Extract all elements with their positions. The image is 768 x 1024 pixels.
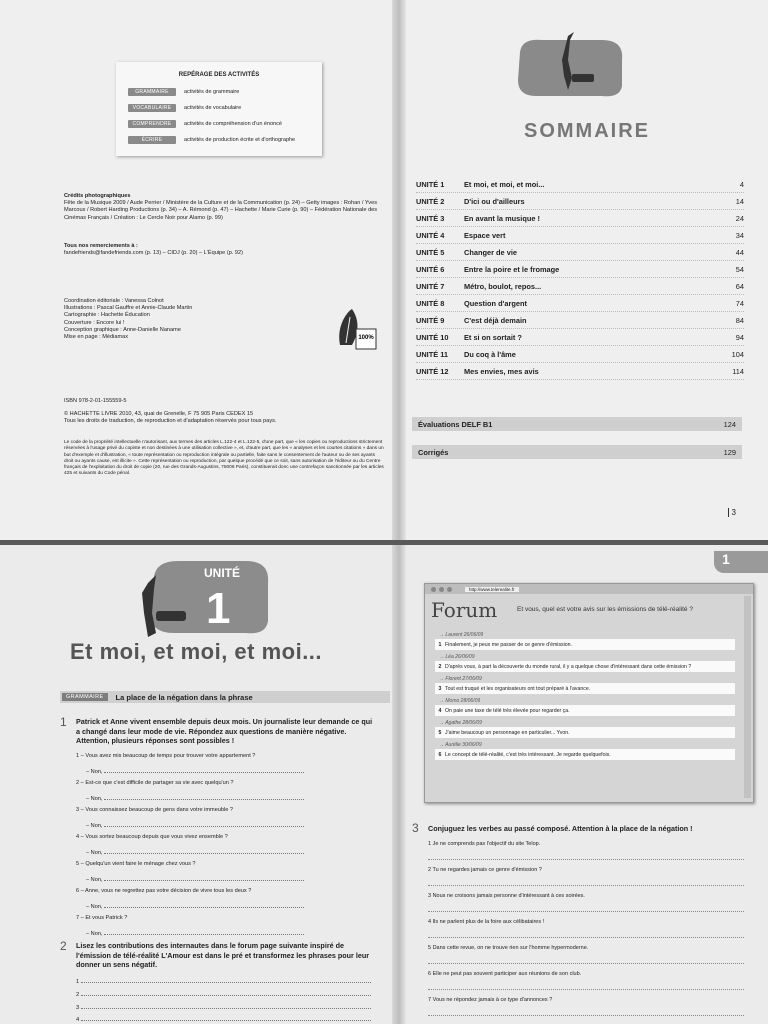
toc-page: 34: [735, 230, 744, 240]
toc-name: Mes envies, mes avis: [464, 366, 539, 376]
answer-prefix: – Non,: [86, 850, 103, 856]
question: 4 – Vous sortez beaucoup depuis que vous vivez ensemble ?: [76, 834, 228, 840]
post-author: → Léa 26/06/09: [439, 654, 475, 660]
answer-line[interactable]: [76, 1003, 371, 1011]
book-gutter: [392, 0, 406, 540]
credits-heading: Crédits photographiques: [64, 193, 131, 199]
post-author: → Laurent 26/06/09: [439, 632, 484, 638]
toc-name: Du coq à l'âme: [464, 349, 516, 359]
legend-badge: VOCABULAIRE: [128, 104, 176, 112]
answer-dots: [104, 767, 304, 773]
answer-dots: [104, 848, 304, 854]
sommaire-page: [406, 0, 768, 540]
staff-line: Cartographie : Hachette Éducation: [64, 312, 150, 319]
toc-row[interactable]: [416, 210, 744, 227]
legend-badge: ÉCRIRE: [128, 136, 176, 144]
staff-line: Illustrations : Pascal Gauffre et Annie-Claude Martin: [64, 305, 193, 312]
toc-name: Espace vert: [464, 230, 506, 240]
exercise-number: 2: [60, 939, 67, 953]
question: 2 – Est-ce que c'est difficile de partager sa vie avec quelqu'un ?: [76, 780, 234, 786]
scrollbar[interactable]: [744, 596, 751, 798]
post-text: Tout est truqué et les organisateurs ont tout préparé à l'avance.: [445, 685, 591, 692]
question: 6 – Anne, vous ne regrettez pas votre décision de vivre tous les deux ?: [76, 888, 252, 894]
question: 7 – Et vous Patrick ?: [76, 915, 128, 921]
staff-line: Mise en page : Médiamax: [64, 334, 129, 341]
unit-badge: UNITÉ: [204, 566, 240, 580]
answer-line[interactable]: [428, 989, 744, 990]
post-author: → Florent 27/06/09: [439, 676, 482, 682]
exercise-number: 1: [60, 715, 67, 729]
answer-line[interactable]: [76, 1015, 371, 1023]
answer-dots: [81, 990, 371, 996]
staff-list: [64, 298, 334, 341]
answer-dots: [81, 1003, 371, 1009]
forum-post: [435, 639, 735, 650]
line-number: 2: [76, 992, 80, 998]
legend-row: [128, 102, 316, 114]
answer-line[interactable]: [428, 885, 744, 886]
answer-line[interactable]: [76, 977, 371, 985]
toc-row[interactable]: [416, 176, 744, 193]
forum-page: [406, 545, 768, 1024]
window-button-icon[interactable]: [447, 587, 452, 592]
unit-logo-icon: [134, 553, 274, 639]
question: 3 – Vous connaissez beaucoup de gens dans votre immeuble ?: [76, 807, 234, 813]
answer-prefix: – Non,: [86, 823, 103, 829]
toc-unit: UNITÉ 4: [416, 230, 445, 240]
answer-dots: [104, 875, 304, 881]
legend-badge: GRAMMAIRE: [128, 88, 176, 96]
legend-row: [128, 86, 316, 98]
post-number: 5: [438, 729, 442, 736]
toc-name: Entre la poire et le fromage: [464, 264, 560, 274]
conjugation-item: 7 Vous ne répondez jamais à ce type d'annonces ?: [428, 997, 553, 1003]
forum-question: Et vous, quel est votre avis sur les émissions de télé-réalité ?: [517, 606, 693, 613]
answer-line[interactable]: [428, 911, 744, 912]
answer-line[interactable]: [86, 875, 304, 883]
toc-unit: UNITÉ 10: [416, 332, 449, 342]
legend-text: activités de vocabulaire: [184, 105, 242, 111]
toc-page: 14: [735, 196, 744, 206]
unit1-page: [0, 545, 392, 1024]
answer-line[interactable]: [428, 963, 744, 964]
thanks-text: fandefriends@fandefriends.com (p. 13) – CIDJ (p. 20) – L'Équipe (p. 92): [64, 250, 244, 257]
post-author: → Aurélie 30/06/09: [439, 742, 482, 748]
forum-post: [435, 705, 735, 716]
line-number: 1: [76, 979, 80, 985]
conjugation-item: 5 Dans cette revue, on ne trouve rien sur l'homme hypermoderne.: [428, 945, 589, 951]
unit-title: Et moi, et moi, et moi...: [69, 639, 323, 664]
toc-band-page: 124: [723, 419, 736, 429]
answer-line[interactable]: [86, 848, 304, 856]
answer-line[interactable]: [86, 929, 304, 937]
isbn: ISBN 978-2-01-155559-5: [64, 398, 127, 404]
toc-band-label: Corrigés: [418, 447, 449, 457]
post-text: D'après vous, à part la découverte du monde rural, il y a quelque chose d'intéressant dans cette émission ?: [445, 663, 692, 670]
browser-bar: [425, 584, 753, 594]
answer-line[interactable]: [86, 794, 304, 802]
forum-post: [435, 661, 735, 672]
legend-text: activités de grammaire: [184, 89, 240, 95]
forum-window: [424, 583, 754, 803]
conjugation-item: 1 Je ne comprends pas l'objectif du site Telop.: [428, 841, 541, 847]
toc-row[interactable]: [416, 261, 744, 278]
toc-band-label: Évaluations DELF B1: [418, 419, 493, 429]
toc-page: 94: [735, 332, 744, 342]
grammar-section-header: [60, 691, 390, 703]
legend-text: activités de compréhension d'un énoncé: [184, 121, 282, 127]
toc-name: Question d'argent: [464, 298, 527, 308]
line-number: 3: [76, 1005, 80, 1011]
answer-line[interactable]: [86, 821, 304, 829]
toc-unit: UNITÉ 2: [416, 196, 445, 206]
toc-row[interactable]: [416, 346, 744, 363]
copyright: © HACHETTE LIVRE 2010, 43, quai de Grenelle, F 75 905 Paris CEDEX 15: [64, 411, 254, 418]
toc-unit: UNITÉ 5: [416, 247, 445, 257]
toc-row[interactable]: [416, 312, 744, 329]
question: 5 – Quelqu'un vient faire le ménage chez vous ?: [76, 861, 196, 867]
eco-leaf-icon: [330, 305, 378, 353]
toc-row[interactable]: [416, 363, 744, 380]
toc-page: 4: [739, 179, 744, 189]
forum-post: [435, 749, 735, 760]
toc-unit: UNITÉ 1: [416, 179, 445, 189]
book-gutter: [392, 545, 406, 1024]
toc-row[interactable]: [416, 278, 744, 295]
url-field[interactable]: http://www.telerealite.fr: [465, 587, 519, 592]
photo-credits: [64, 193, 384, 222]
toc-name: En avant la musique !: [464, 213, 540, 223]
toc-page: 84: [735, 315, 744, 325]
bottom-spread: [0, 545, 768, 1024]
credits-text: Fête de la Musique 2009 / Aude Perrier / Ministère de la Culture et de la Communication (p. 24) – Getty images : Rohan / Yves Marcoux / Robert Harding Productions (p. 34) – A. Rémond (p. 47) – Hachette / Marie Curie (p. 90) – Fédération Nationale des Cinémas Français / Création : Le Cercle Noir pour Alamo (p. 99): [64, 200, 378, 221]
grammar-title: La place de la négation dans la phrase: [115, 692, 253, 702]
forum-post: [435, 683, 735, 694]
answer-prefix: – Non,: [86, 904, 103, 910]
legend-text: activités de production écrite et d'orthographe: [184, 137, 296, 143]
post-author: → Momo 28/06/09: [439, 698, 481, 704]
post-number: 2: [438, 663, 442, 670]
thanks: [64, 243, 384, 257]
answer-dots: [81, 1015, 371, 1021]
legend-row: [128, 118, 316, 130]
leaf-badge: 100%: [358, 335, 374, 341]
toc-name: D'ici ou d'ailleurs: [464, 196, 525, 206]
answer-line[interactable]: [428, 1015, 744, 1016]
unit-number: 1: [206, 584, 231, 633]
forum-post: [435, 727, 735, 738]
post-text: Le concept de télé-réalité, c'est très intéressant. Je regarde quelquefois.: [445, 751, 611, 758]
unit-corner-tab: 1: [714, 551, 768, 573]
answer-line[interactable]: [428, 937, 744, 938]
answer-dots: [81, 977, 371, 983]
copyright-page: [0, 0, 392, 540]
answer-prefix: – Non,: [86, 796, 103, 802]
toc-name: Et si on sortait ?: [464, 332, 522, 342]
grammar-badge: GRAMMAIRE: [62, 693, 108, 701]
toc-row[interactable]: [416, 193, 744, 210]
page-number: 3: [728, 508, 736, 517]
toc-name: Et moi, et moi, et moi...: [464, 179, 545, 189]
conjugation-item: 3 Nous ne croisons jamais personne d'intéressant à ces soirées.: [428, 893, 585, 899]
post-text: Finalement, je peux me passer de ce genre d'émission.: [445, 641, 572, 648]
conjugation-item: 4 Ils ne parlent plus de la foire aux célibataires !: [428, 919, 545, 925]
post-text: On paie une taxe de télé très élevée pour regarder ça.: [445, 707, 570, 714]
toc-row[interactable]: [416, 244, 744, 261]
answer-line[interactable]: [428, 859, 744, 860]
exercise-instruction: Lisez les contributions des internautes dans le forum page suivante inspiré de l'émission de télé-réalité L'Amour est dans le pré et transformez les phrases pour leur donner un sens négatif.: [76, 941, 370, 969]
answer-dots: [104, 929, 304, 935]
answer-dots: [104, 794, 304, 800]
exercise-instruction: Patrick et Anne vivent ensemble depuis deux mois. Un journaliste leur demande ce qui a changé dans leur mode de vie. Répondez aux questions de manière négative. Attention, plusieurs réponses sont possibles !: [76, 717, 373, 745]
toc-unit: UNITÉ 7: [416, 281, 445, 291]
table-of-contents: [416, 176, 744, 380]
window-button-icon[interactable]: [439, 587, 444, 592]
isbn-block: [64, 398, 384, 426]
toc-page: 54: [735, 264, 744, 274]
conjugation-item: 2 Tu ne regardes jamais ce genre d'émission ?: [428, 867, 542, 873]
answer-line[interactable]: [86, 767, 304, 775]
rights: Tous les droits de traduction, de reproduction et d'adaptation réservés pour tous pays.: [64, 418, 277, 425]
answer-dots: [104, 902, 304, 908]
legend-row: [128, 134, 316, 146]
unit-logo-icon: [512, 30, 630, 100]
toc-page: 44: [735, 247, 744, 257]
toc-page: 74: [735, 298, 744, 308]
toc-page: 24: [735, 213, 744, 223]
post-number: 1: [438, 641, 442, 648]
toc-name: Changer de vie: [464, 247, 517, 257]
toc-page: 64: [735, 281, 744, 291]
window-button-icon[interactable]: [431, 587, 436, 592]
legal-notice: Le code de la propriété intellectuelle n'autorisant, aux termes des articles L.122-4 et L.122-5, d'une part, que « les copies ou reproductions strictement réservées à l'usage privé du copiste et non destinées à une utilisation collective », et, d'autre part, que les « analyses et les courtes citations » dans un but d'exemple et d'illustration, « toute représentation ou reproduction intégrale ou partielle, faite sans le consentement de l'auteur ou de ses ayants droit ou ayants cause, est illicite ». Cette représentation ou reproduction, par quelque procédé que ce soit, sans autorisation de l'éditeur ou du Centre français de l'exploitation du droit de copie (20, rue des Grands-Augustins, 75006 Paris), constituerait donc une contrefaçon sanctionnée par les articles 425 et suivants du Code pénal.: [64, 440, 384, 477]
post-number: 4: [438, 707, 442, 714]
forum-title: Forum: [431, 598, 498, 622]
toc-band-page: 129: [723, 447, 736, 457]
legend-badge: COMPRENDRE: [128, 120, 176, 128]
toc-row[interactable]: [416, 329, 744, 346]
post-number: 3: [438, 685, 442, 692]
toc-unit: UNITÉ 9: [416, 315, 445, 325]
exercise-number: 3: [412, 821, 419, 835]
conjugation-item: 6 Elle ne peut pas souvent participer aux réunions de son club.: [428, 971, 582, 977]
sommaire-title: SOMMAIRE: [524, 120, 650, 142]
answer-prefix: – Non,: [86, 931, 103, 937]
toc-unit: UNITÉ 12: [416, 366, 449, 376]
toc-page: 114: [732, 366, 744, 376]
answer-line[interactable]: [76, 990, 371, 998]
toc-evaluations[interactable]: [412, 417, 742, 431]
answer-line[interactable]: [86, 902, 304, 910]
staff-line: Coordination éditoriale : Vanessa Colnot: [64, 298, 164, 304]
question: 1 – Vous avez mis beaucoup de temps pour trouver votre appartement ?: [76, 753, 256, 759]
activity-legend: [116, 62, 322, 156]
toc-name: C'est déjà demain: [464, 315, 527, 325]
answer-prefix: – Non,: [86, 769, 103, 775]
toc-row[interactable]: [416, 295, 744, 312]
toc-row[interactable]: [416, 227, 744, 244]
toc-unit: UNITÉ 11: [416, 349, 449, 359]
post-number: 6: [438, 751, 442, 758]
toc-page: 104: [731, 349, 744, 359]
line-number: 4: [76, 1017, 80, 1023]
toc-corriges[interactable]: [412, 445, 742, 459]
staff-line: Conception graphique : Anne-Danielle Naname: [64, 326, 181, 333]
post-author: → Agathe 28/06/09: [439, 720, 482, 726]
toc-unit: UNITÉ 6: [416, 264, 445, 274]
answer-prefix: – Non,: [86, 877, 103, 883]
post-text: J'aime beaucoup un personnage en particulier... Yvon.: [445, 729, 570, 736]
answer-dots: [104, 821, 304, 827]
toc-name: Métro, boulot, repos...: [464, 281, 542, 291]
exercise-instruction: Conjuguez les verbes au passé composé. Attention à la place de la négation !: [428, 824, 693, 833]
legend-title: REPÉRAGE DES ACTIVITÉS: [178, 72, 260, 78]
thanks-heading: Tous nos remerciements à :: [64, 243, 138, 249]
toc-unit: UNITÉ 8: [416, 298, 445, 308]
toc-unit: UNITÉ 3: [416, 213, 445, 223]
staff-line: Couverture : Encore lui !: [64, 319, 125, 326]
